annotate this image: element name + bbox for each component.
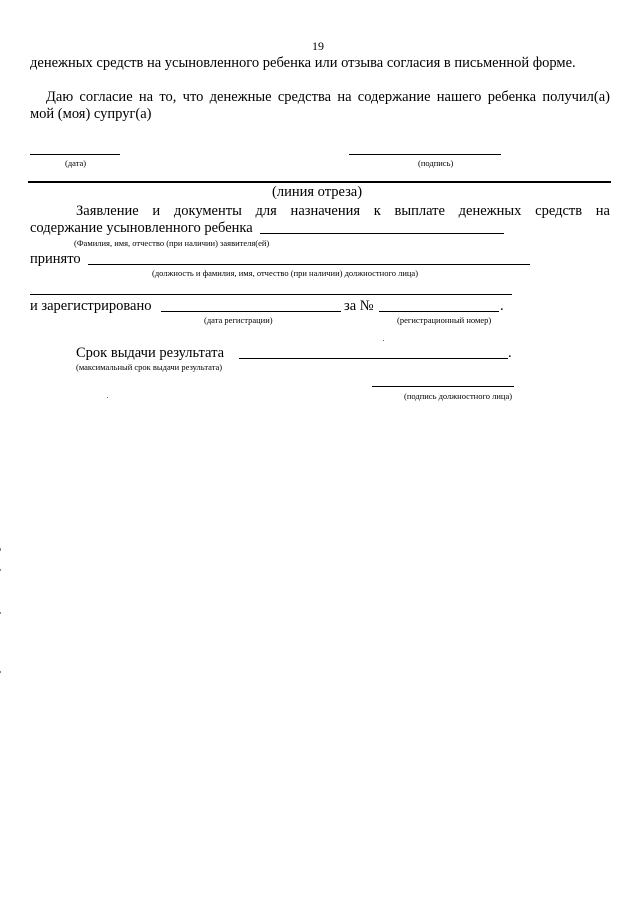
date-caption: (дата)	[65, 158, 87, 168]
paragraph-consent-withdrawal: денежных средств на усыновленного ребенка или отзыва согласия в письменной форме.	[30, 55, 576, 71]
speck	[107, 397, 108, 398]
deadline-line	[239, 358, 508, 359]
registered-label: и зарегистрировано	[30, 298, 152, 314]
registration-number-label: за №	[344, 298, 374, 314]
scan-edge-mark	[0, 548, 1, 551]
official-signature-line	[372, 386, 514, 387]
registration-number-caption: (регистрационный номер)	[397, 315, 492, 325]
speck	[383, 340, 384, 341]
deadline-caption: (максимальный срок выдачи результата)	[76, 362, 223, 372]
receipt-statement-line1: Заявление и документы для назначения к выплате денежных средств на	[76, 203, 610, 219]
registration-number-line	[379, 311, 499, 312]
registration-number-end: .	[500, 298, 504, 314]
date-signature-line	[30, 154, 120, 155]
registration-date-caption: (дата регистрации)	[204, 315, 273, 325]
signature-caption: (подпись)	[418, 158, 454, 168]
official-name-line	[88, 264, 530, 265]
registration-date-line	[161, 311, 341, 312]
official-caption: (должность и фамилия, имя, отчество (при наличии) должностного лица)	[152, 268, 419, 278]
applicant-name-line	[260, 233, 504, 234]
paragraph-consent-line2: мой (моя) супруг(а)	[30, 106, 152, 122]
scan-edge-mark	[0, 671, 1, 673]
paragraph-consent-line1: Даю согласие на то, что денежные средства на содержание нашего ребенка получил(а)	[46, 89, 610, 105]
page-number: 19	[312, 39, 324, 53]
official-signature-caption: (подпись должностного лица)	[404, 391, 513, 401]
scan-edge-mark	[0, 569, 1, 571]
scan-edge-mark	[0, 612, 1, 614]
deadline-end: .	[508, 345, 512, 361]
accepted-label: принято	[30, 251, 81, 267]
applicant-caption: (Фамилия, имя, отчество (при наличии) заявителя(ей)	[74, 238, 270, 248]
official-name-line-2	[30, 294, 512, 295]
signature-line	[349, 154, 501, 155]
receipt-statement-line2: содержание усыновленного ребенка	[30, 220, 253, 236]
deadline-label: Срок выдачи результата	[76, 345, 225, 361]
cut-line	[28, 181, 611, 183]
cut-line-label: (линия отреза)	[272, 184, 363, 200]
